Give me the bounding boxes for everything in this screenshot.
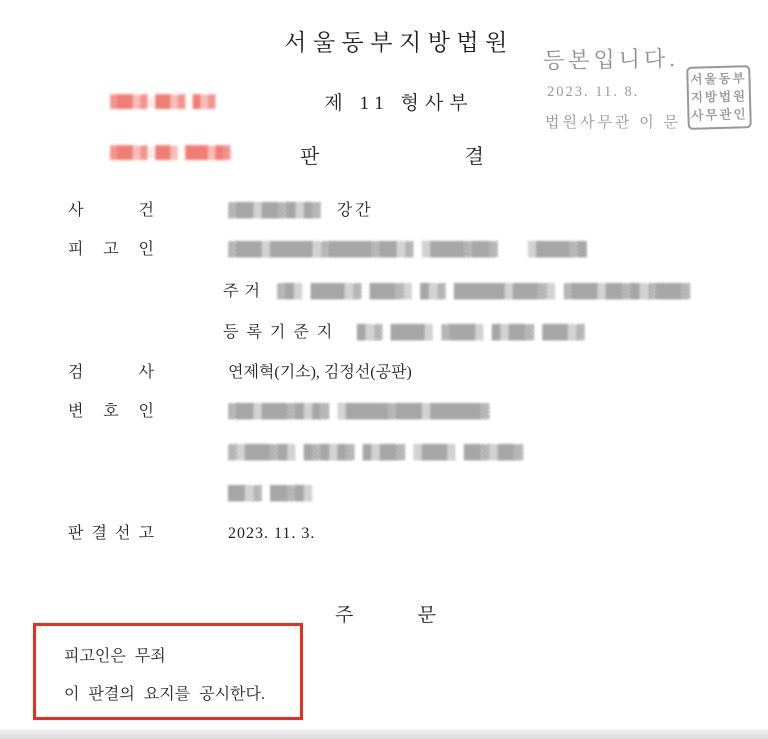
case-value [228,201,374,221]
prosecutor-label: 검 사 [68,364,154,381]
counsel-attorneys-redacted: ▓▒███▓█▒ █▓█▒█▓ █▒██▓ ▒███▒ ██▓▒██▓ [228,445,524,461]
counsel-attorneys-value [228,443,523,463]
scan-edge-artifact [0,729,768,739]
case-label: 사 건 [68,202,154,219]
red-date-stamp-line2: ▓██▒▓:██▒ ███▒█▓ [110,145,231,160]
court-name: 서울동부지방법원 [284,30,514,55]
sentencing-date: 2023. 11. 3. [228,525,316,542]
residence-value [277,282,690,302]
court-division: 제 11 형사부 [324,93,474,114]
defendant-identity-redacted: ▓███▒█████▒▓█████▓██▒▓ ▒████▓██▓ [228,242,498,258]
case-charge: 강간 [336,202,374,219]
document-title: 판 결 [300,146,484,168]
disposition-heading: 주 문 [335,605,436,626]
counsel-firm-value [228,402,489,422]
sentencing-label: 판 결 선 고 [68,525,154,542]
prosecutor-value: 연제혁(기소), 김정선(공판) [228,364,412,381]
registry-address-redacted: █▒▓ ████▒ ▓███▒ █▒██▓ ███▒▓ [357,325,585,341]
registry-value [357,323,585,343]
defendant-label: 피 고 인 [68,241,154,258]
residence-address-redacted: ▓█▒ ████▒▓ ███▓▒ █▒▓ ██████▒███▓▒ ▓███▒██▓█▒▓███▓ [277,284,691,300]
official-seal: 서울동부지방법원사무관인 [686,65,752,130]
red-date-stamp-line1: ▓██▒▓:██▒▓ █▒▓ [110,94,216,109]
case-number-redacted: ▓██▒██▓█▒█▓ [228,203,321,219]
defendant-value [228,240,587,260]
verdict-highlight-box [33,623,303,720]
court-clerk-name: 법원사무관 이 문 [545,115,681,131]
residence-label: 주거 [223,283,266,300]
certified-copy-text: 등본입니다. [542,46,679,73]
registry-label: 등록기준지 [223,324,341,341]
verdict-line-publication: 이 판결의 요지를 공시한다. [64,686,266,703]
certification-date: 2023. 11. 8. [547,84,640,100]
defendant-occupation-redacted: ▒████▓█ [527,242,587,258]
counsel-label: 변 호 인 [68,403,154,420]
counsel-attorney2-redacted: ██▒▓ ██▓█▒ [228,486,313,502]
counsel-attorney2-value [228,484,312,504]
verdict-line-not-guilty: 피고인은 무죄 [64,648,166,665]
counsel-firm-redacted: ▓██▒███▓█▒█▓ ▒█████▓███▒██████▓ [228,404,490,420]
red-date-stamp [110,59,230,195]
